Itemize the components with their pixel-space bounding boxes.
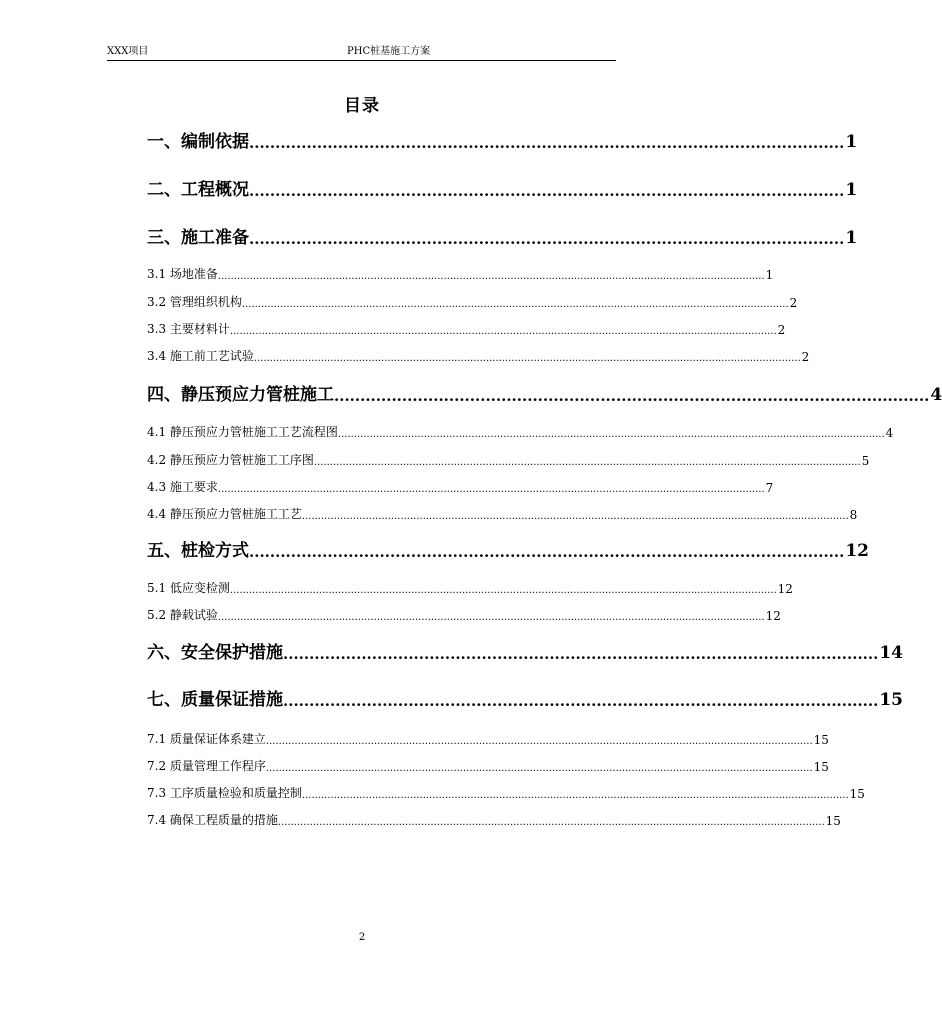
- toc-entry-label: 4.2 静压预应力管桩施工工序图: [147, 453, 314, 467]
- toc-entry-7[interactable]: [147, 686, 903, 710]
- toc-entry-page: 4: [930, 385, 942, 405]
- toc-entry-label: 4.3 施工要求: [147, 480, 218, 494]
- toc-entry-5-1[interactable]: [147, 578, 793, 596]
- toc-dot-leader: ............................................................................................................................................................................: [337, 429, 885, 440]
- toc-entry-label: 3.1 场地准备: [147, 267, 218, 281]
- toc-entry-page: 15: [849, 787, 865, 801]
- toc-entry-page: 4: [885, 426, 894, 440]
- toc-dot-leader: ............................................................................................................................................................................: [217, 271, 765, 282]
- toc-entry-label: 7.1 质量保证体系建立: [147, 732, 266, 746]
- toc-entry-label: 7.3 工序质量检验和质量控制: [147, 786, 302, 800]
- toc-entry-page: 14: [879, 643, 903, 663]
- toc-entry-5[interactable]: [147, 537, 869, 561]
- toc-entry-label: 五、桩检方式: [147, 541, 249, 561]
- toc-dot-leader: ..................................................................................................................: [249, 182, 845, 200]
- toc-entry-page: 12: [845, 541, 869, 561]
- toc-entry-label: 7.2 质量管理工作程序: [147, 759, 266, 773]
- toc-entry-3-2[interactable]: [147, 292, 798, 310]
- toc-entry-label: 四、静压预应力管桩施工: [147, 385, 334, 405]
- toc-dot-leader: ............................................................................................................................................................................: [265, 736, 813, 747]
- header-document-title: PHC桩基施工方案: [347, 46, 431, 57]
- toc-entry-page: 15: [879, 690, 903, 710]
- toc-entry-page: 2: [789, 296, 798, 310]
- toc-dot-leader: ............................................................................................................................................................................: [229, 326, 777, 337]
- page-number: 2: [358, 932, 366, 943]
- toc-dot-leader: ............................................................................................................................................................................: [217, 612, 765, 623]
- toc-entry-4-1[interactable]: [147, 422, 894, 440]
- toc-entry-label: 一、编制依据: [147, 132, 249, 152]
- toc-entry-7-3[interactable]: [147, 783, 865, 801]
- toc-entry-4-4[interactable]: [147, 504, 858, 522]
- toc-entry-label: 4.4 静压预应力管桩施工工艺: [147, 507, 302, 521]
- toc-entry-page: 12: [777, 582, 793, 596]
- toc-entry-label: 3.2 管理组织机构: [147, 295, 242, 309]
- toc-entry-2[interactable]: [147, 176, 858, 200]
- toc-entry-page: 15: [825, 814, 841, 828]
- page-header: [107, 40, 616, 61]
- toc-entry-label: 3.3 主要材料计: [147, 322, 230, 336]
- toc-entry-label: 三、施工准备: [147, 228, 249, 248]
- toc-entry-label: 5.2 静载试验: [147, 608, 218, 622]
- toc-dot-leader: ............................................................................................................................................................................: [301, 511, 849, 522]
- toc-entry-label: 3.4 施工前工艺试验: [147, 349, 254, 363]
- toc-entry-page: 15: [813, 760, 829, 774]
- toc-dot-leader: ..................................................................................................................: [283, 692, 879, 710]
- toc-entry-7-1[interactable]: [147, 729, 829, 747]
- toc-entry-label: 7.4 确保工程质量的措施: [147, 813, 278, 827]
- toc-entry-page: 15: [813, 733, 829, 747]
- toc-dot-leader: ............................................................................................................................................................................: [313, 457, 861, 468]
- header-project-name: XXX项目: [107, 46, 149, 57]
- toc-entry-page: 1: [845, 180, 858, 200]
- toc-dot-leader: ..................................................................................................................: [249, 543, 845, 561]
- toc-entry-page: 8: [849, 508, 858, 522]
- toc-entry-page: 1: [765, 268, 774, 282]
- toc-dot-leader: ............................................................................................................................................................................: [265, 763, 813, 774]
- toc-dot-leader: ............................................................................................................................................................................: [277, 817, 825, 828]
- toc-entry-label: 七、质量保证措施: [147, 690, 283, 710]
- toc-entry-label: 4.1 静压预应力管桩施工工艺流程图: [147, 425, 338, 439]
- toc-entry-page: 12: [765, 609, 781, 623]
- toc-entry-6[interactable]: [147, 639, 903, 663]
- toc-entry-7-2[interactable]: [147, 756, 829, 774]
- toc-title: 目录: [344, 96, 380, 116]
- toc-dot-leader: ............................................................................................................................................................................: [301, 790, 849, 801]
- toc-dot-leader: ..................................................................................................................: [334, 387, 930, 405]
- toc-dot-leader: ............................................................................................................................................................................: [241, 299, 789, 310]
- toc-entry-page: 2: [801, 350, 810, 364]
- toc-entry-7-4[interactable]: [147, 810, 841, 828]
- toc-dot-leader: ............................................................................................................................................................................: [229, 585, 777, 596]
- toc-entry-label: 六、安全保护措施: [147, 643, 283, 663]
- toc-entry-5-2[interactable]: [147, 605, 781, 623]
- toc-entry-page: 5: [861, 454, 870, 468]
- toc-entry-page: 7: [765, 481, 774, 495]
- toc-entry-page: 2: [777, 323, 786, 337]
- toc-entry-3-4[interactable]: [147, 346, 810, 364]
- toc-entry-4-3[interactable]: [147, 477, 774, 495]
- toc-entry-page: 1: [845, 228, 858, 248]
- toc-entry-label: 二、工程概况: [147, 180, 249, 200]
- toc-entry-3-3[interactable]: [147, 319, 786, 337]
- toc-entry-3[interactable]: [147, 224, 858, 248]
- toc-entry-3-1[interactable]: [147, 264, 774, 282]
- toc-dot-leader: ............................................................................................................................................................................: [253, 353, 801, 364]
- toc-dot-leader: ..................................................................................................................: [249, 230, 845, 248]
- toc-entry-page: 1: [845, 132, 858, 152]
- toc-dot-leader: ..................................................................................................................: [283, 645, 879, 663]
- toc-dot-leader: ............................................................................................................................................................................: [217, 484, 765, 495]
- toc-entry-label: 5.1 低应变检测: [147, 581, 230, 595]
- toc-entry-4-2[interactable]: [147, 450, 870, 468]
- toc-dot-leader: ..................................................................................................................: [249, 134, 845, 152]
- toc-entry-4[interactable]: [147, 381, 942, 405]
- toc-entry-1[interactable]: [147, 128, 858, 152]
